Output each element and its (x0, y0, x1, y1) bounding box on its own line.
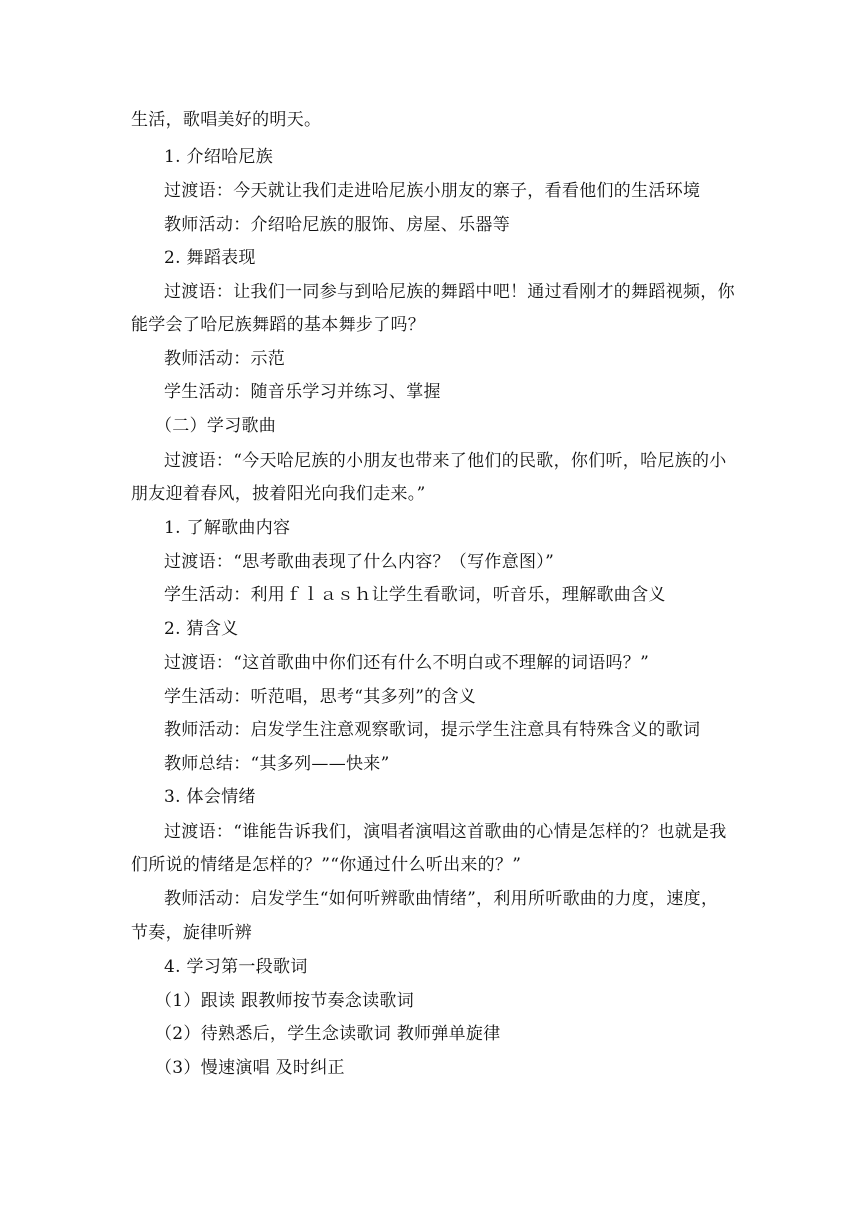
list-item: （3）慢速演唱 及时纠正 (155, 1058, 345, 1078)
text-line: 教师总结：“其多列——快来” (164, 754, 390, 774)
text-line: 过渡语：“谁能告诉我们，演唱者演唱这首歌曲的心情是怎样的？也就是我 (164, 822, 727, 842)
text-line: 过渡语：今天就让我们走进哈尼族小朋友的寨子，看看他们的生活环境 (164, 181, 701, 201)
section-heading: 1. 介绍哈尼族 (164, 147, 274, 167)
text-line: 教师活动：启发学生注意观察歌词，提示学生注意具有特殊含义的歌词 (164, 720, 701, 740)
text-line: 学生活动：听范唱，思考“其多列”的含义 (164, 687, 477, 707)
text-line: 过渡语：“这首歌曲中你们还有什么不明白或不理解的词语吗？” (164, 653, 650, 673)
text-line: 过渡语：让我们一同参与到哈尼族的舞蹈中吧！通过看刚才的舞蹈视频，你 (164, 282, 735, 302)
text-line: 过渡语：“思考歌曲表现了什么内容？（写作意图）” (164, 552, 555, 572)
text-line: 教师活动：启发学生“如何听辨歌曲情绪”，利用所听歌曲的力度，速度， (164, 889, 719, 909)
text-line: 学生活动：利用ｆｌａｓｈ让学生看歌词，听音乐，理解歌曲含义 (164, 585, 666, 605)
section-heading: （二）学习歌曲 (155, 416, 277, 436)
text-line: 教师活动：示范 (164, 349, 286, 369)
text-line: 节奏，旋律听辨 (131, 923, 253, 943)
text-line: 学生活动：随音乐学习并练习、掌握 (164, 382, 441, 402)
section-heading: 2. 猜含义 (164, 619, 239, 639)
text-line: 能学会了哈尼族舞蹈的基本舞步了吗？ (131, 315, 426, 335)
section-heading: 1. 了解歌曲内容 (164, 518, 291, 538)
list-item: （2）待熟悉后，学生念读歌词 教师弹单旋律 (155, 1024, 501, 1044)
section-heading: 3. 体会情绪 (164, 787, 256, 807)
section-heading: 4. 学习第一段歌词 (164, 957, 308, 977)
text-line: 生活，歌唱美好的明天。 (131, 110, 322, 130)
text-line: 朋友迎着春风，披着阳光向我们走来。” (131, 484, 426, 504)
list-item: （1）跟读 跟教师按节奏念读歌词 (155, 991, 415, 1011)
text-line: 们所说的情绪是怎样的？”“你通过什么听出来的？” (131, 855, 522, 875)
section-heading: 2. 舞蹈表现 (164, 248, 256, 268)
text-line: 过渡语：“今天哈尼族的小朋友也带来了他们的民歌，你们听，哈尼族的小 (164, 451, 727, 471)
text-line: 教师活动：介绍哈尼族的服饰、房屋、乐器等 (164, 215, 510, 235)
